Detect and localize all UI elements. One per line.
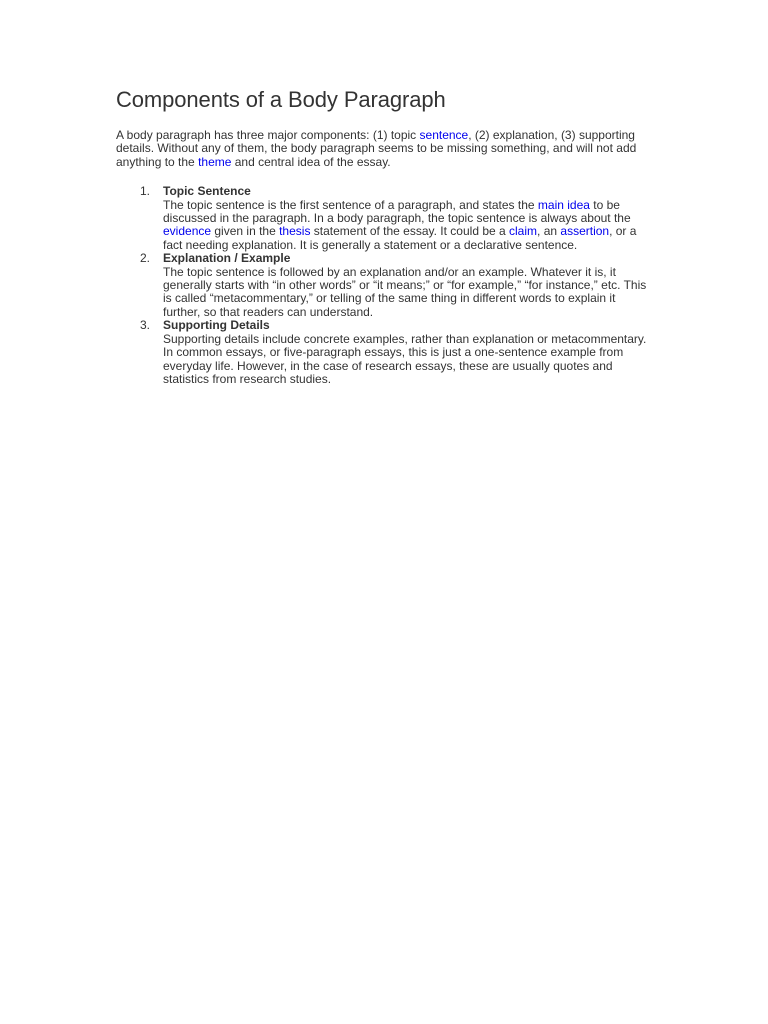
item-text: The topic sentence is the first sentence of a paragraph, and states the (163, 197, 538, 212)
list-item-topic-sentence (116, 185, 656, 252)
document-page (116, 86, 656, 386)
intro-text-1: A body paragraph has three major components: (1) topic (116, 128, 420, 142)
item-text: to be discussed in the paragraph. In a body paragraph, the topic sentence is always about the (163, 197, 631, 226)
item-title-supporting-details: Supporting Details (163, 318, 270, 333)
link-sentence[interactable]: sentence (419, 128, 469, 142)
link-evidence[interactable]: evidence (163, 224, 212, 239)
page-title: Components of a Body Paragraph (116, 87, 446, 112)
link-thesis[interactable]: thesis (279, 224, 311, 239)
link-theme[interactable]: theme (198, 154, 232, 169)
link-claim[interactable]: claim (509, 224, 538, 239)
list-number: 2. (140, 251, 151, 266)
item-body-explanation-example: The topic sentence is followed by an explanation and/or an example. Whatever it is, it generally starts with “in other words” or “it means;” or “for example,” “for instance,” etc. This is called “metacommentary,” or telling of the same thing in different words to explain it further, so that readers can understand. (163, 264, 647, 319)
item-text: , or a fact needing explanation. It is generally a statement or a declarative sentence. (163, 224, 637, 252)
list-item-supporting-details (116, 319, 656, 386)
link-main-idea[interactable]: main idea (537, 197, 590, 212)
intro-text-3: and central idea of the essay. (231, 154, 391, 169)
item-body-topic-sentence (163, 199, 656, 253)
list-number: 1. (140, 184, 151, 199)
list-number: 3. (140, 318, 151, 333)
item-text: statement of the essay. It could be a (310, 224, 510, 239)
item-text: given in the (211, 224, 280, 239)
link-assertion[interactable]: assertion (560, 224, 610, 239)
item-title-explanation-example: Explanation / Example (163, 251, 291, 266)
item-body-supporting-details: Supporting details include concrete examples, rather than explanation or metacommentary. In common essays, or five-paragraph essays, this is just a one-sentence example from everyday life. However, in the case of research essays, these are usually quotes and statistics from research studies. (163, 331, 647, 386)
intro-paragraph (116, 129, 656, 169)
components-list (116, 185, 656, 386)
list-item-explanation-example (116, 252, 656, 319)
item-text: , an (537, 224, 561, 239)
intro-text-2: , (2) explanation, (3) supporting details. Without any of them, the body paragraph seems to be missing something, and will not add anything to the (116, 128, 637, 169)
item-title-topic-sentence: Topic Sentence (163, 184, 251, 199)
